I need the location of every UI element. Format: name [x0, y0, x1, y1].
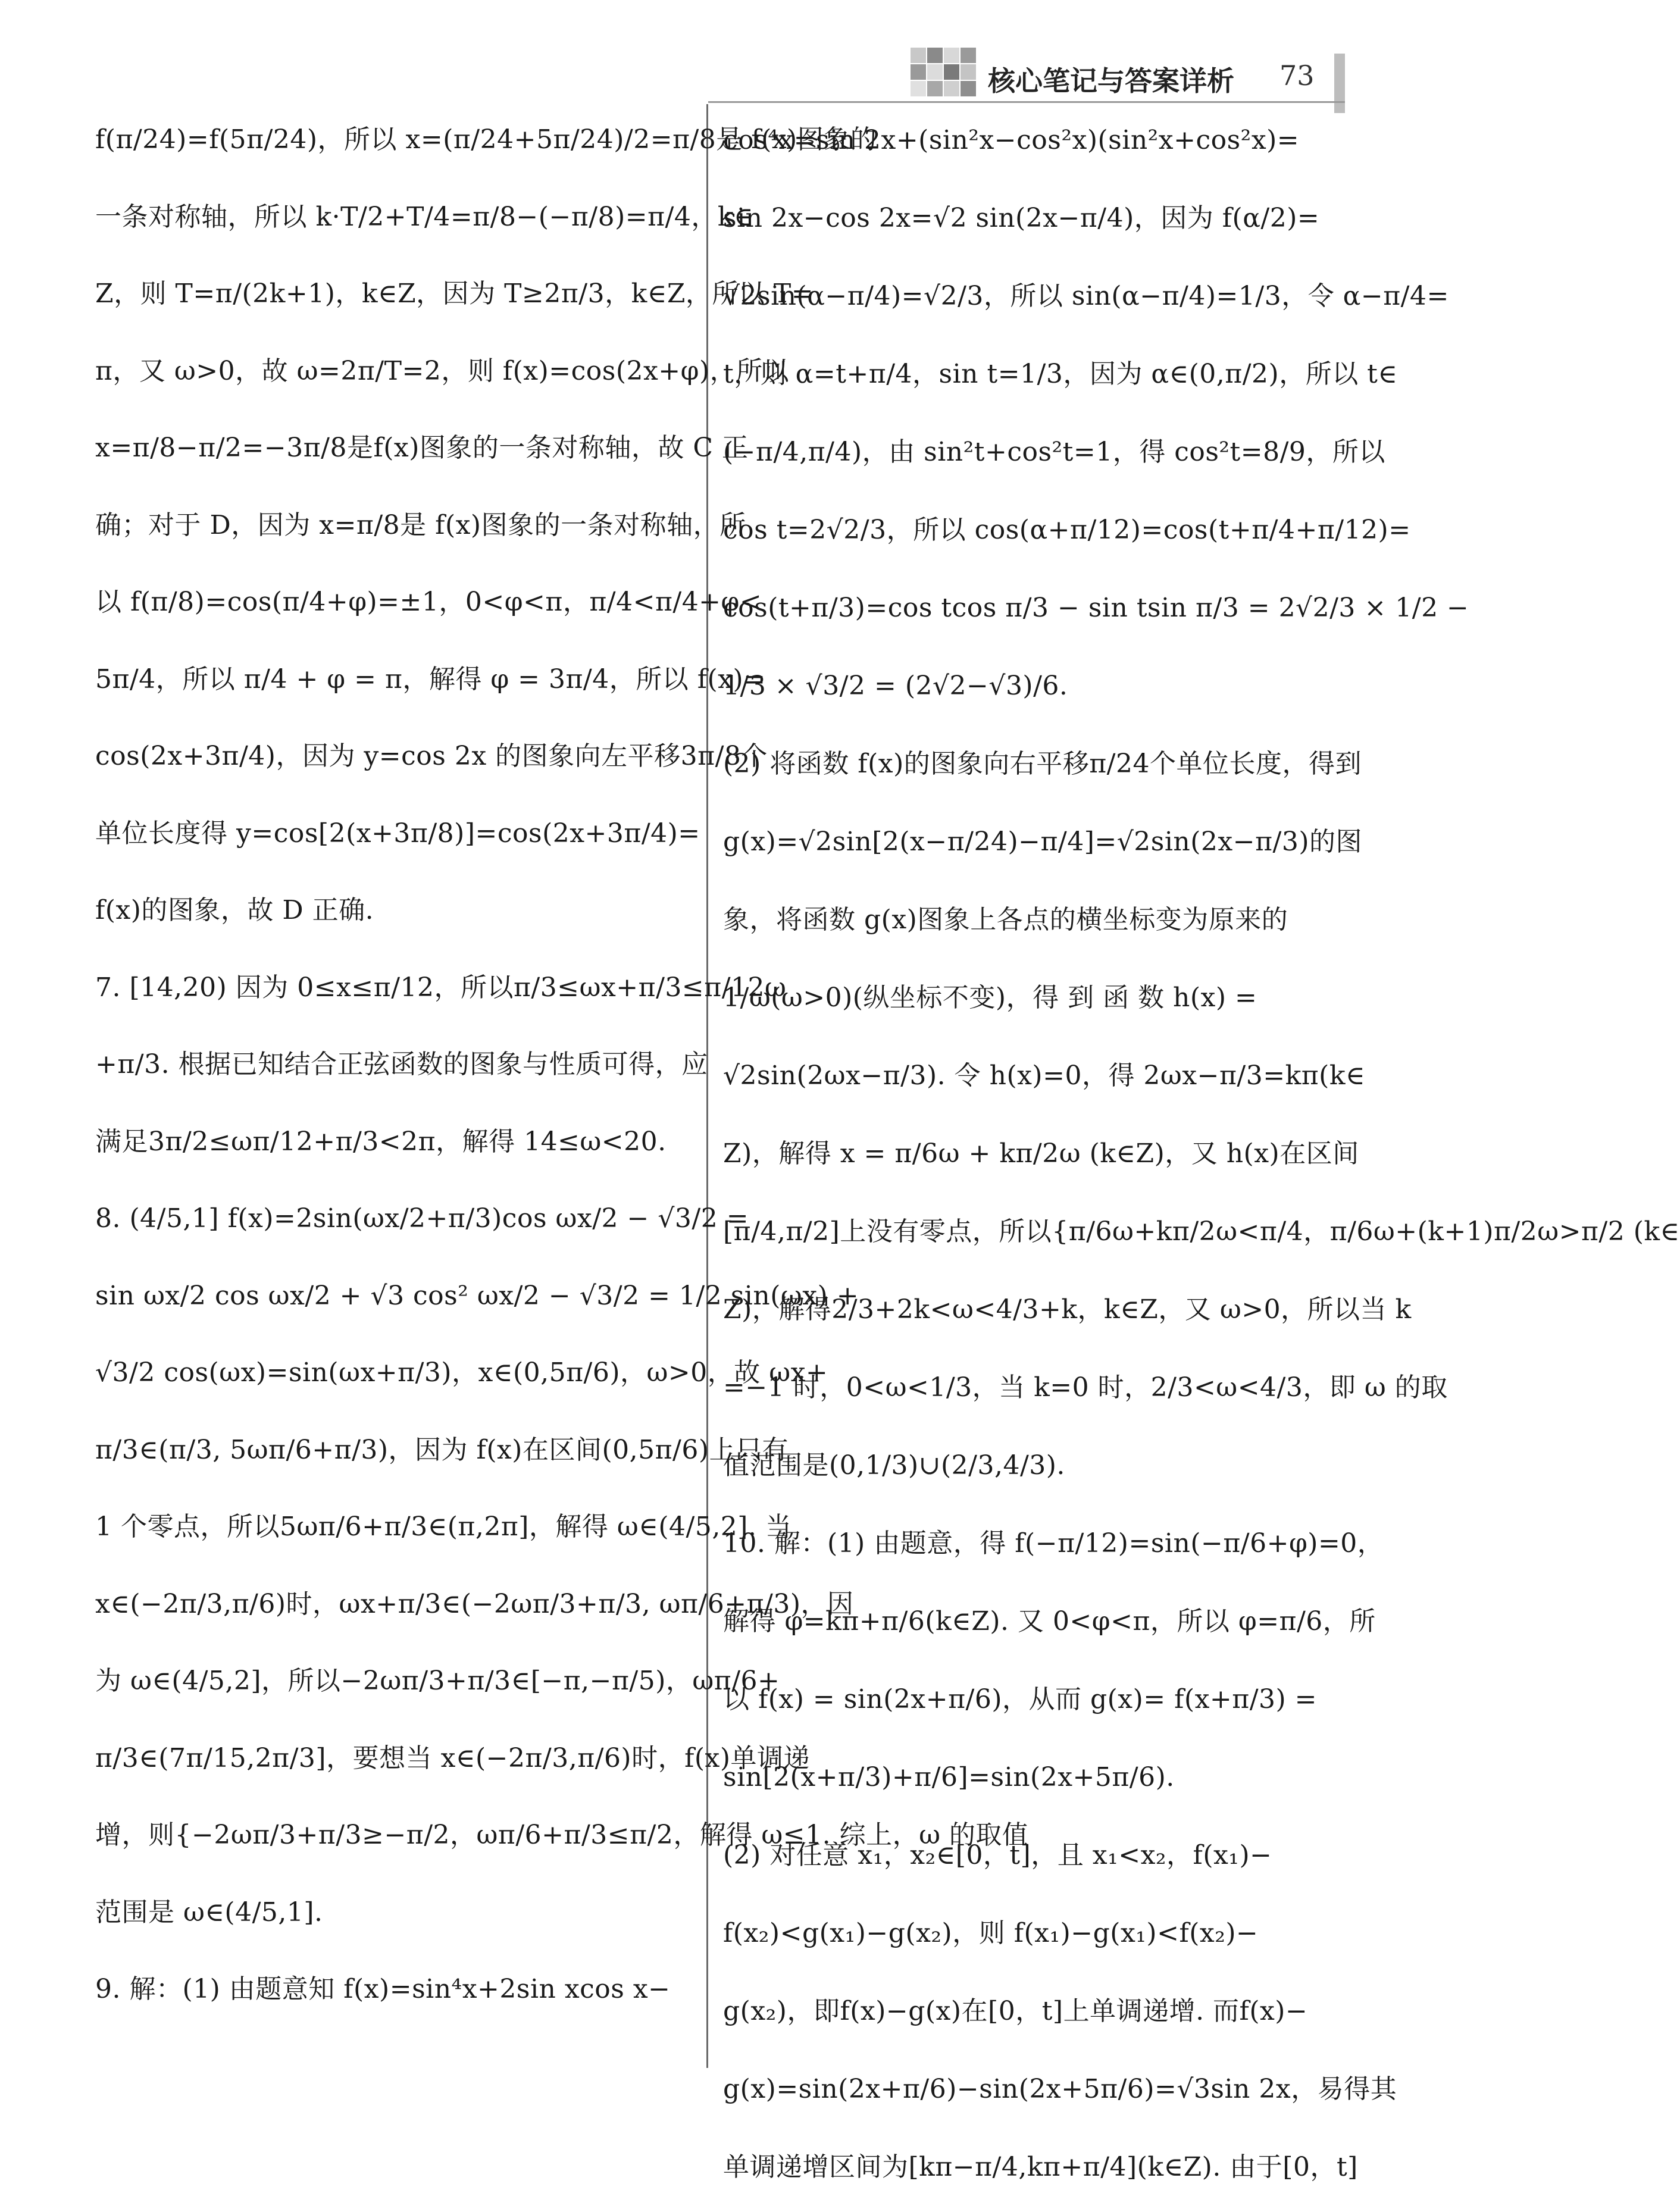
text-line: Z，则 T=π/(2k+1)，k∈Z，因为 T≥2π/3，k∈Z，所以 T= — [95, 279, 814, 309]
text-line: (2) 对任意 x₁，x₂∈[0，t]，且 x₁<x₂，f(x₁)− — [723, 1840, 1272, 1870]
text-line: t，则 α=t+π/4，sin t=1/3，因为 α∈(0,π/2)，所以 t∈ — [723, 359, 1398, 389]
text-line: cos t=2√2/3，所以 cos(α+π/12)=cos(t+π/4+π/12)= — [723, 515, 1411, 545]
problem-10-answer: 10. 解：(1) 由题意，得 f(−π/12)=sin(−π/6+φ)=0， — [723, 1528, 1384, 1559]
text-line: π/3∈(7π/15,2π/3]，要想当 x∈(−2π/3,π/6)时，f(x)单调递 — [95, 1742, 811, 1773]
text-line: g(x)=√2sin[2(x−π/24)−π/4]=√2sin(2x−π/3)的图 — [723, 827, 1363, 857]
text-line: cos(2x+3π/4)，因为 y=cos 2x 的图象向左平移3π/8个 — [95, 741, 768, 771]
problem-8-answer: 8. (4/5,1] f(x)=2sin(ωx/2+π/3)cos ωx/2 − √3/2 = — [95, 1203, 749, 1234]
text-line: 5π/4，所以 π/4 + φ = π，解得 φ = 3π/4，所以 f(x)= — [95, 664, 766, 694]
text-line: 1 个零点，所以5ωπ/6+π/3∈(π,2π]，解得 ω∈(4/5,2]. 当 — [95, 1512, 792, 1542]
text-line: 以 f(π/8)=cos(π/4+φ)=±1，0<φ<π，π/4<π/4+φ< — [95, 587, 762, 617]
text-line: (−π/4,π/4)，由 sin²t+cos²t=1，得 cos²t=8/9，所以 — [723, 437, 1385, 467]
text-line: 单位长度得 y=cos[2(x+3π/8)]=cos(2x+3π/4)= — [95, 818, 700, 849]
text-line: sin[2(x+π/3)+π/6]=sin(2x+5π/6). — [723, 1762, 1175, 1792]
text-line: sin ωx/2 cos ωx/2 + √3 cos² ωx/2 − √3/2 = 1/2 sin(ωx) + — [95, 1280, 859, 1311]
text-line: x=π/8−π/2=−3π/8是f(x)图象的一条对称轴，故 C 正 — [95, 433, 749, 463]
text-line: 解得 φ=kπ+π/6(k∈Z). 又 0<φ<π，所以 φ=π/6，所 — [723, 1606, 1376, 1636]
text-line: 范围是 ω∈(4/5,1]. — [95, 1897, 323, 1927]
text-line: √3/2 cos(ωx)=sin(ωx+π/3)，x∈(0,5π/6)，ω>0，故 ωx+ — [95, 1357, 828, 1388]
text-line: 值范围是(0,1/3)∪(2/3,4/3). — [723, 1450, 1065, 1481]
text-line: 1/3 × √3/2 = (2√2−√3)/6. — [723, 671, 1068, 701]
text-line: π，又 ω>0，故 ω=2π/T=2，则 f(x)=cos(2x+φ)，所以 — [95, 355, 790, 386]
text-line: sin 2x−cos 2x=√2 sin(2x−π/4)，因为 f(α/2)= — [723, 203, 1320, 233]
text-line: 为 ω∈(4/5,2]，所以−2ωπ/3+π/3∈[−π,−π/5)，ωπ/6+ — [95, 1666, 780, 1696]
text-line: 1/ω(ω>0)(纵坐标不变)，得 到 函 数 h(x) = — [723, 982, 1257, 1013]
right-column — [723, 101, 1680, 2206]
text-line: f(x₂)<g(x₁)−g(x₂)，则 f(x₁)−g(x₁)<f(x₂)− — [723, 1918, 1259, 1948]
text-line: 增，则{−2ωπ/3+π/3≥−π/2，ωπ/6+π/3≤π/2，解得 ω≤1. 综上，ω 的取值 — [95, 1820, 1029, 1850]
text-line: Z)，解得 x = π/6ω + kπ/2ω (k∈Z)，又 h(x)在区间 — [723, 1138, 1359, 1169]
text-line: 满足3π/2≤ωπ/12+π/3<2π，解得 14≤ω<20. — [95, 1126, 667, 1157]
page-number: 73 — [1279, 60, 1315, 92]
text-line: Z)，解得2/3+2k<ω<4/3+k，k∈Z，又 ω>0，所以当 k — [723, 1294, 1412, 1325]
text-line: 单调递增区间为[kπ−π/4,kπ+π/4](k∈Z). 由于[0，t] — [723, 2152, 1358, 2182]
text-line: cos⁴x=sin 2x+(sin²x−cos²x)(sin²x+cos²x)= — [723, 125, 1300, 155]
text-line: g(x)=sin(2x+π/6)−sin(2x+5π/6)=√3sin 2x，易得其 — [723, 2074, 1397, 2104]
text-line: =−1 时，0<ω<1/3，当 k=0 时，2/3<ω<4/3，即 ω 的取 — [723, 1372, 1448, 1403]
text-line: 以 f(x) = sin(2x+π/6)，从而 g(x)= f(x+π/3) = — [723, 1684, 1318, 1714]
text-line: 一条对称轴，所以 k·T/2+T/4=π/8−(−π/8)=π/4，k∈ — [95, 201, 754, 232]
text-line: 象，将函数 g(x)图象上各点的横坐标变为原来的 — [723, 905, 1288, 935]
text-line: π/3∈(π/3, 5ωπ/6+π/3)，因为 f(x)在区间(0,5π/6)上只有 — [95, 1434, 789, 1465]
text-line: x∈(−2π/3,π/6)时，ωx+π/3∈(−2ωπ/3+π/3, ωπ/6+π/3)，因 — [95, 1588, 854, 1619]
page-header — [708, 42, 1345, 101]
text-line: +π/3. 根据已知结合正弦函数的图象与性质可得，应 — [95, 1049, 708, 1079]
text-line: (2) 将函数 f(x)的图象向右平移π/24个单位长度，得到 — [723, 749, 1362, 779]
text-line: √2sin(α−π/4)=√2/3，所以 sin(α−π/4)=1/3，令 α−π/4= — [723, 281, 1449, 311]
text-line: g(x₂)，即f(x)−g(x)在[0，t]上单调递增. 而f(x)− — [723, 1996, 1308, 2026]
text-line: √2sin(2ωx−π/3). 令 h(x)=0，得 2ωx−π/3=kπ(k∈ — [723, 1060, 1366, 1091]
text-line: f(π/24)=f(5π/24)，所以 x=(π/24+5π/24)/2=π/8是 f(x)图象的 — [95, 124, 877, 155]
text-line: [π/4,π/2]上没有零点，所以{π/6ω+kπ/2ω<π/4，π/6ω+(k+1)π/2ω>π/2 (k∈ — [723, 1216, 1680, 1247]
problem-9-answer: 9. 解：(1) 由题意知 f(x)=sin⁴x+2sin xcos x− — [95, 1974, 671, 2004]
header-title: 核心笔记与答案详析 — [988, 65, 1234, 97]
problem-7-answer: 7. [14,20) 因为 0≤x≤π/12，所以π/3≤ωx+π/3≤π/12ω — [95, 972, 787, 1003]
header-decoration-grid — [911, 48, 976, 95]
text-line: f(x)的图象，故 D 正确. — [95, 895, 374, 925]
text-line: 确；对于 D，因为 x=π/8是 f(x)图象的一条对称轴，所 — [95, 509, 746, 540]
text-line: cos(t+π/3)=cos tcos π/3 − sin tsin π/3 = 2√2/3 × 1/2 − — [723, 593, 1469, 623]
